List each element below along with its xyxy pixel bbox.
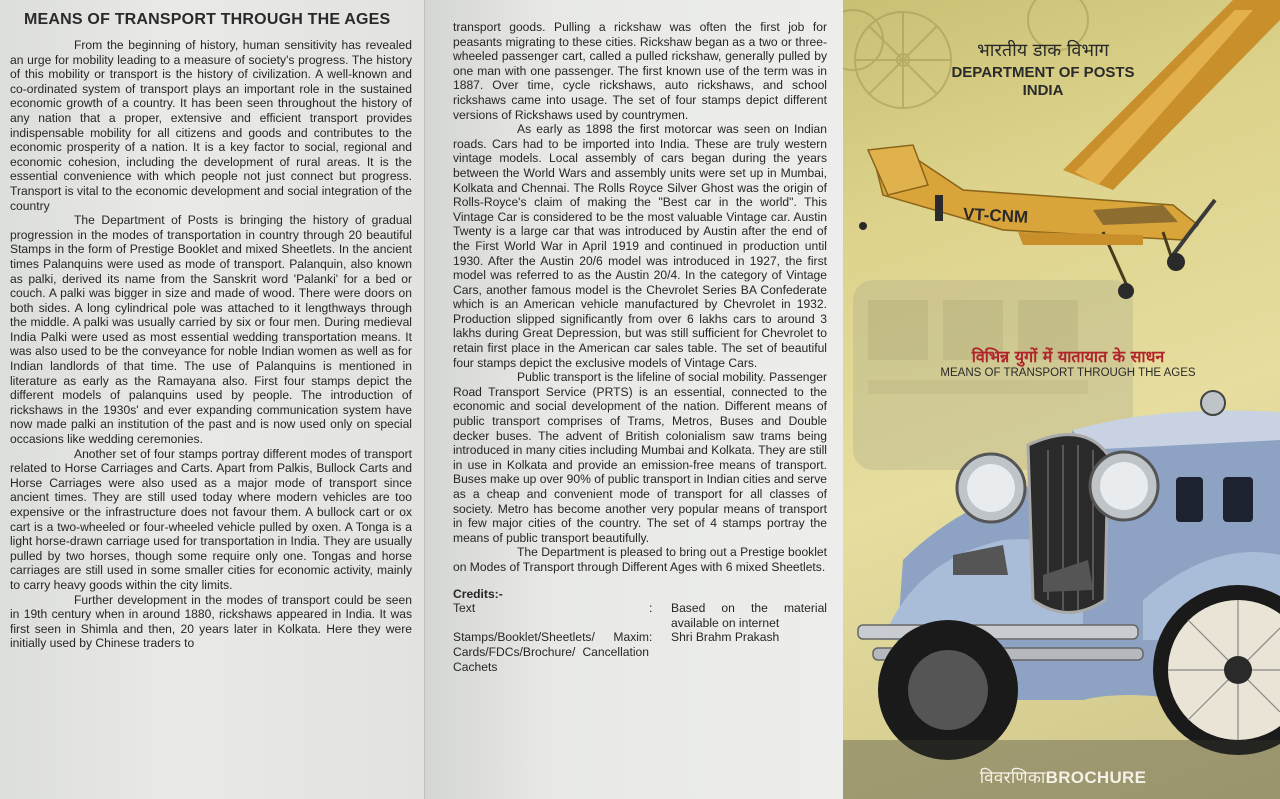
- brochure-cover: [843, 0, 1280, 799]
- credits-heading: Credits:-: [453, 586, 503, 601]
- credit-colon: :: [649, 601, 653, 616]
- paragraph: transport goods. Pulling a rickshaw was often the first job for peasants migrating to these cities. Rickshaw began as a two or three-wheeled passenger cart, called a pulled rickshaw, generally pulled by one man with one passenger. The first known use of the term was in 1887. Over time, cycle rickshaws, auto rickshaws, and school rickshaws came into usage. The set of four stamps depict different versions of Rickshaws used by countrymen.: [453, 20, 827, 122]
- credit-key: Text: [453, 601, 476, 616]
- cover-title-english: MEANS OF TRANSPORT THROUGH THE AGES: [940, 367, 1196, 379]
- page-title: MEANS OF TRANSPORT THROUGH THE AGES: [24, 11, 391, 28]
- credits: [453, 587, 827, 675]
- dept-line-2: INDIA: [1022, 82, 1064, 99]
- credit-row: [453, 601, 827, 630]
- left-body: [10, 38, 412, 651]
- paragraph: Further development in the modes of transport could be seen in 19th century when in around 1880, rickshaws appeared in India. It was first seen in Shimla and then, 20 years later in Kolkata. Here they were initially used by Chinese traders to: [10, 592, 412, 651]
- paragraph: The Department of Posts is bringing the history of gradual progression in the modes of transportation in country through 20 beautiful Stamps in the form of Prestige Booklet and mixed Sheetlets. In the ancient times Palanquins were used as mode of transport. Palanquin, also known as palki, derived its name from the Sanskrit word 'Palanki' for a bed or couch. A palki was bigger in size and made of wood. There were doors on both sides. A long cylindrical pole was attached to it lengthways through the middle. A palki was usually carried by six or four men. During medieval India Palki were used as most essential wedding transportation means. It was also used to be the conveyance for noble Indian women as well as for Indian landlords of that time. The use of Palanquins is mentioned in literature as early as the Ramayana also. First four stamps depict the different models of palanquins used by people. The introduction of rickshaws in the 1930s' and ever expanding communication system have now made palki an institution of the past and is now used only on special occasions like wedding ceremonies.: [10, 213, 412, 447]
- paragraph: The Department is pleased to bring out a Prestige booklet on Modes of Transport through Different Ages with 6 mixed Sheetlets.: [453, 545, 827, 574]
- credit-value: Shri Brahm Prakash: [671, 630, 780, 645]
- brochure-label-english: BROCHURE: [1045, 768, 1147, 787]
- middle-column: [425, 0, 843, 799]
- left-column: [0, 0, 425, 799]
- middle-body: [453, 20, 827, 575]
- dept-name-hindi: भारतीय डाक विभाग: [977, 40, 1109, 61]
- dept-name-english: [913, 64, 1173, 100]
- paragraph: Public transport is the lifeline of social mobility. Passenger Road Transport Service (PRTS) is an essential, connected to the economic and social development of the nation. Different means of public transport comprises of Trams, Metros, Buses and Double decker buses. The advent of British colonialism saw trams being introduced in many cities including Mumbai and Kolkata. They are still in use in Kolkata and provide an emission-free means of transport. Buses make up over 90% of public transport in Indian cities and serve as a cheap and convenient mode of transport for all classes of society. Metro has become another very popular means of transport in few major cities of the country. The set of 4 stamps portray the means of public transport beautifully.: [453, 370, 827, 545]
- brochure-label: [943, 765, 1183, 788]
- credit-value: Based on the material available on internet: [671, 601, 827, 630]
- cover-artwork: [843, 0, 1280, 799]
- credit-row: [453, 630, 827, 674]
- paragraph: From the beginning of history, human sensitivity has revealed an urge for mobility leading to a measure of society's progress. The history of this mobility or transport is the history of civilization. A well-known and co-ordinated system of transport plays an important role in the sustained economic growth of a country. It has been seen throughout the history of any nation that a proper, extensive and efficient transport provides indispensable mobility for all citizens and goods and contributes to the economic prosperity of a nation. It is a key factor to social, regional and economic cohesion, including the development of rural areas. It is the essential convenience with which people not just connect but progress. Transport is vital to the economic development and social integration of the country: [10, 38, 412, 213]
- plane-registration: VT-CNM: [962, 204, 1029, 227]
- brochure-label-hindi: विवरणिका: [979, 768, 1046, 788]
- credit-key: Stamps/Booklet/Sheetlets/ Maxim Cards/FDCs/Brochure/ Cancellation Cachets: [453, 630, 649, 674]
- cover-title-hindi: विभिन्न युगों में यातायात के साधन: [971, 347, 1165, 366]
- credit-colon: :: [649, 630, 653, 645]
- paragraph: As early as 1898 the first motorcar was seen on Indian roads. Cars had to be imported into India. These are truly western vintage models. Local assembly of cars began during the years between the World Wars and assembly units were set up in Mumbai, Kolkata and Chennai. The Rolls Royce Silver Ghost was the origin of Rolls-Royce's claim of making the "Best car in the world". This Vintage Car is considered to be the most valuable Vintage car. Austin Twenty is a large car that was introduced by Austin after the end of the First World War in April 1919 and continued in production until 1930. After the Austin 20/6 model was introduced in 1927, the first model was referred to as the Austin 20/4. In the category of Vintage Cars, another famous model is the Chevrolet Series BA Confederate which is an American vehicle manufactured by Chevrolet in 1932. Production slipped significantly from over 6 lakhs cars to around 3 lakhs during Great Depression, but was still sufficient for Chevrolet to retain first place in the American car sales table. The set of beautiful four stamps depict the exclusive models of Vintage Cars.: [453, 122, 827, 370]
- paragraph: Another set of four stamps portray different modes of transport related to Horse Carriages and Carts. Apart from Palkis, Bullock Carts and Horse Carriages were also used as a major mode of transport since ancient times. They are still used today where modern vehicles are too expensive or the infrastructure does not favour them. A bullock cart or ox cart is a two-wheeled or four-wheeled vehicle pulled by oxen. A Tonga is a light horse-drawn carriage used for transportation in India. They are usually pulled by two horses, though some require only one. Tongas and horse carriages are still used in some smaller cities for economic activity, mainly to carry heavy goods within the city limits.: [10, 446, 412, 592]
- dept-line-1: DEPARTMENT OF POSTS: [951, 64, 1135, 81]
